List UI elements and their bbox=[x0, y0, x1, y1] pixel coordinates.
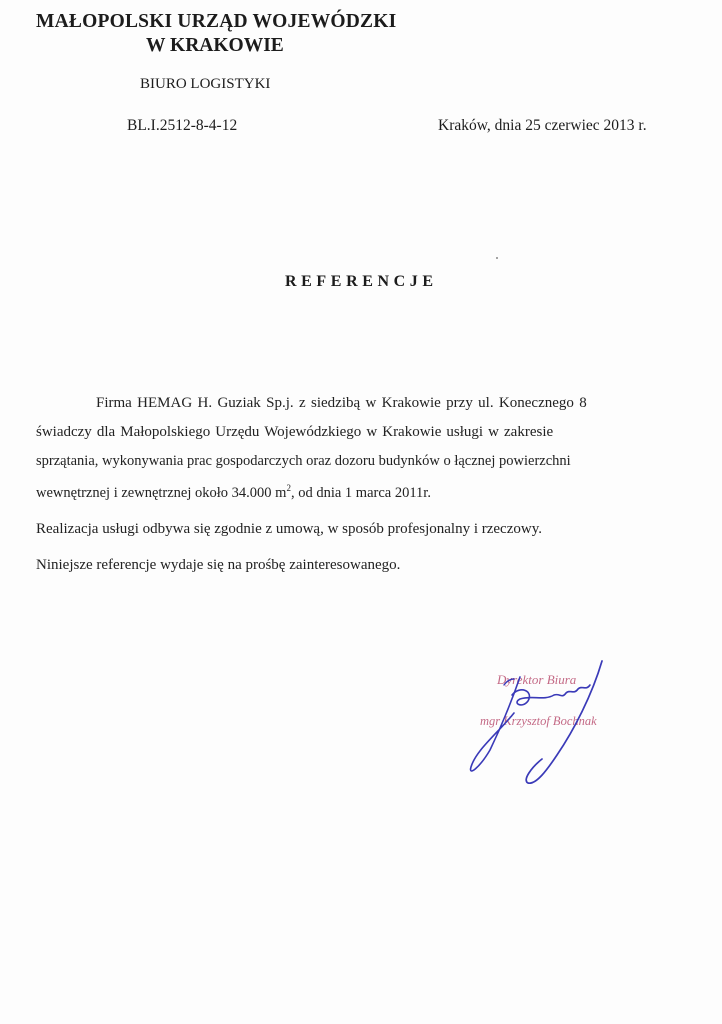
document-title: REFERENCJE bbox=[285, 273, 438, 290]
department-name: BIURO LOGISTYKI bbox=[140, 76, 271, 92]
body-paragraph-2: Realizacja usługi odbywa się zgodnie z umową, w sposób profesjonalny i rzeczowy. bbox=[36, 521, 542, 537]
body-paragraph-1-line-1: Firma HEMAG H. Guziak Sp.j. z siedzibą w Krakowie przy ul. Konecznego 8 bbox=[96, 395, 587, 411]
stamp-title: Dyrektor Biura bbox=[497, 672, 577, 687]
start-date-text: , od dnia 1 marca 2011r. bbox=[290, 484, 431, 501]
body-paragraph-1-line-3: sprzątania, wykonywania prac gospodarczych oraz dozoru budynków o łącznej powierzchni bbox=[36, 453, 571, 469]
area-unit-superscript: 2 bbox=[286, 483, 291, 493]
stamp-name: mgr Krzysztof Bochnak bbox=[480, 714, 597, 728]
header-office-name: MAŁOPOLSKI URZĄD WOJEWÓDZKI bbox=[36, 11, 397, 32]
place-and-date: Kraków, dnia 25 czerwiec 2013 r. bbox=[438, 117, 647, 134]
header-city: W KRAKOWIE bbox=[146, 35, 284, 56]
body-paragraph-3: Niniejsze referencje wydaje się na prośbę zainteresowanego. bbox=[36, 557, 401, 573]
reference-number: BL.I.2512-8-4-12 bbox=[127, 117, 238, 134]
body-paragraph-1-line-2: świadczy dla Małopolskiego Urzędu Wojewódzkiego w Krakowie usługi w zakresie bbox=[36, 424, 554, 440]
body-paragraph-1-line-4 bbox=[36, 483, 431, 502]
handwritten-signature bbox=[462, 655, 622, 790]
area-text: wewnętrznej i zewnętrznej około 34.000 m bbox=[36, 484, 287, 501]
scan-speck bbox=[496, 257, 498, 259]
